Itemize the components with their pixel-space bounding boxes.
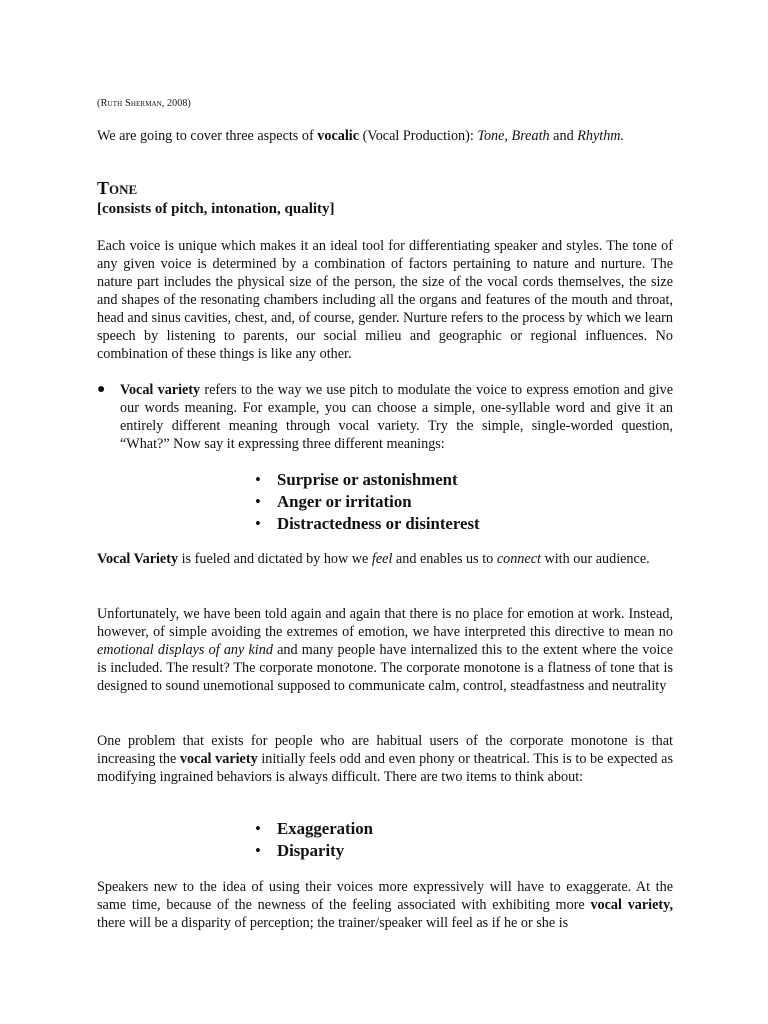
citation-author: Ruth Sherman [100, 98, 162, 109]
list-item: • Distractedness or disinterest [255, 514, 480, 533]
section-heading: Tone [97, 178, 138, 198]
list-item: • Anger or irritation [255, 492, 412, 511]
bullet-icon: • [255, 470, 261, 489]
bullet-icon: • [255, 514, 261, 533]
meanings-list [255, 469, 480, 535]
list-item: • Surprise or astonishment [255, 470, 458, 489]
paragraph-vocal-variety-fueled: Vocal Variety is fueled and dictated by how we feel and enables us to connect with our audience. [97, 551, 650, 567]
citation-year: 2008 [167, 98, 188, 109]
paragraph-habitual-users: One problem that exists for people who are habitual users of the corporate monotone is that increasing the vocal variety initially feels odd and even phony or theatrical. This is to be expected as modifying ingrained behaviors is always difficult. There are two items to think about: [97, 733, 673, 785]
paragraph-voice-unique: Each voice is unique which makes it an ideal tool for differentiating speaker and styles. The tone of any given voice is determined by a combination of factors pertaining to nature and nurture. The nature part includes the physical size of the person, the size of the vocal cords themselves, the size and shapes of the resonating chambers including all the organs and features of the mouth and throat, head and sinus cavities, chest, and, of course, gender. Nurture refers to the process by which we learn speech by listening to parents, our social milieu and geographic or regional influences. No combination of these things is like any other. [97, 238, 673, 362]
bullet-icon: • [255, 841, 261, 860]
bullet-icon: • [255, 819, 261, 838]
intro-paragraph: We are going to cover three aspects of vocalic (Vocal Production): Tone, Breath and Rhythm. [97, 128, 625, 144]
items-list [255, 818, 373, 862]
bullet-icon: • [255, 492, 261, 511]
paragraph-corporate-monotone: Unfortunately, we have been told again and again that there is no place for emotion at work. Instead, however, of simple avoiding the extremes of emotion, we have interpreted this directive to mean no emotional displays of any kind and many people have internalized this to the extent where the voice is included. The result? The corporate monotone. The corporate monotone is a flatness of tone that is designed to sound unemotional supposed to communicate calm, control, steadfastness and neutrality [97, 606, 674, 694]
list-item: • Disparity [255, 841, 345, 860]
citation: (Ruth Sherman, 2008) [97, 98, 191, 109]
list-item: • Exaggeration [255, 819, 374, 838]
bullet-icon: ● [97, 382, 106, 397]
section-subheading: [consists of pitch, intonation, quality] [97, 201, 335, 217]
paragraph-speakers-new: Speakers new to the idea of using their voices more expressively will have to exaggerate. At the same time, because of the newness of the feeling associated with exhibiting more vocal variety, there will be a disparity of perception; the trainer/speaker will feel as if he or she is [97, 879, 674, 931]
bullet-vocal-variety [97, 381, 673, 453]
bullet-text: Vocal variety refers to the way we use pitch to modulate the voice to express emotion and give our words meaning. For example, you can choose a simple, one-syllable word and give it an entirely different meaning through vocal variety. Try the simple, single-worded question, “What?” Now say it expressing three different meanings: [120, 382, 673, 452]
